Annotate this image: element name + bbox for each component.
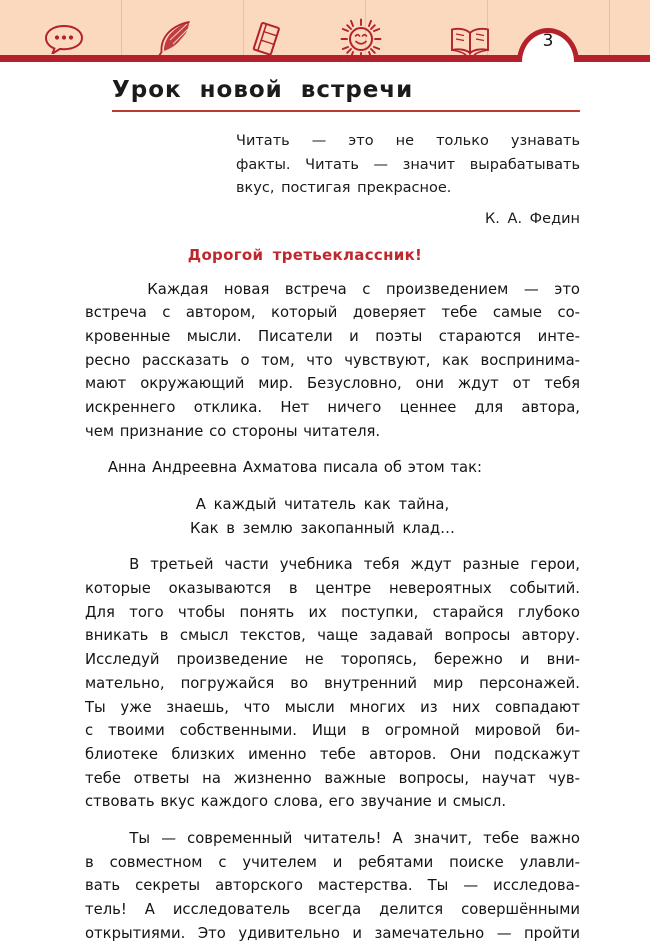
- paragraph-line: кровенные мысли. Писатели и поэты стараются инте-: [85, 328, 580, 346]
- greeting-heading: Дорогой третьеклассник!: [187, 245, 423, 264]
- paragraph-line: блиотеке близких именно тебе авторов. Они подскажут: [85, 745, 580, 763]
- paragraph-line: ствовать вкус каждого слова, его звучание и смысл.: [85, 793, 507, 811]
- paragraph-line: чем признание со стороны читателя.: [85, 422, 381, 440]
- paragraph-line: искреннего отклика. Нет ничего ценнее для автора,: [85, 399, 580, 417]
- closed-book-icon: [250, 22, 284, 58]
- paragraph-2: [85, 456, 580, 480]
- smiling-sun-icon: [340, 18, 382, 60]
- paragraph-line: Ты уже знаешь, что мысли многих из них совпадают: [85, 698, 580, 716]
- epigraph-line: Читать — это не только узнавать: [236, 133, 580, 150]
- page-title: Урок новой встречи: [112, 77, 414, 103]
- paragraph-line: тель! А исследователь всегда делится совершёнными: [85, 900, 580, 918]
- paragraph-line: ресно рассказать о том, что чувствуют, как воспринима-: [85, 351, 580, 369]
- open-book-icon: [449, 27, 491, 57]
- page-content: [0, 62, 650, 945]
- title-underline: [112, 110, 580, 112]
- body-text: [85, 278, 580, 945]
- page-number: 3: [542, 31, 554, 51]
- paragraph-line: вникать в смысл текстов, чаще задавай вопросы автору.: [85, 627, 580, 645]
- paragraph-line: Исследуй произведение не торопясь, бережно и вни-: [85, 651, 580, 669]
- paragraph-line: в совместном с учителем и ребятами поиске улавли-: [85, 853, 580, 871]
- paragraph-line: встреча с автором, который доверяет тебе самые со-: [85, 304, 580, 322]
- epigraph-author: К. А. Федин: [485, 210, 580, 227]
- paragraph-4: [85, 827, 580, 945]
- paragraph-line: Анна Андреевна Ахматова писала об этом так:: [85, 459, 483, 477]
- paragraph-line: Для того чтобы понять их поступки, старайся глубоко: [85, 603, 580, 621]
- poem-line: Как в землю закопанный клад…: [190, 519, 455, 537]
- paragraph-line: мательно, погружайся во внутренний мир персонажей.: [85, 674, 580, 692]
- paragraph-line: В третьей части учебника тебя ждут разные герои,: [85, 556, 580, 574]
- poem-line: А каждый читатель как тайна,: [195, 496, 450, 514]
- paragraph-line: открытиями. Это удивительно и замечательно — пройти: [85, 924, 580, 942]
- epigraph: [236, 130, 580, 200]
- paragraph-line: тебе ответы на жизненно важные вопросы, научат чув-: [85, 769, 580, 787]
- paragraph-line: мают окружающий мир. Безусловно, они ждут от тебя: [85, 375, 580, 393]
- paragraph-1: [85, 278, 580, 444]
- band-seam: [243, 0, 244, 55]
- epigraph-line: факты. Читать — значит вырабатывать: [236, 156, 580, 173]
- speech-bubble-icon: [44, 24, 84, 54]
- band-seam: [609, 0, 610, 55]
- poem-quote: [85, 493, 580, 540]
- paragraph-3: [85, 553, 580, 813]
- paragraph-line: Каждая новая встреча с произведением — это: [85, 280, 580, 298]
- epigraph-line: вкус, постигая прекрасное.: [236, 180, 452, 197]
- paragraph-line: с твоими собственными. Ищи в огромной мировой би-: [85, 722, 580, 740]
- paragraph-line: которые оказываются в центре невероятных событий.: [85, 580, 580, 598]
- band-seam: [121, 0, 122, 55]
- paragraph-line: вать секреты авторского мастерства. Ты — исследова-: [85, 877, 580, 895]
- paragraph-line: Ты — современный читатель! А значит, тебе важно: [85, 829, 580, 847]
- title-section: [112, 78, 580, 112]
- quill-feather-icon: [156, 20, 192, 58]
